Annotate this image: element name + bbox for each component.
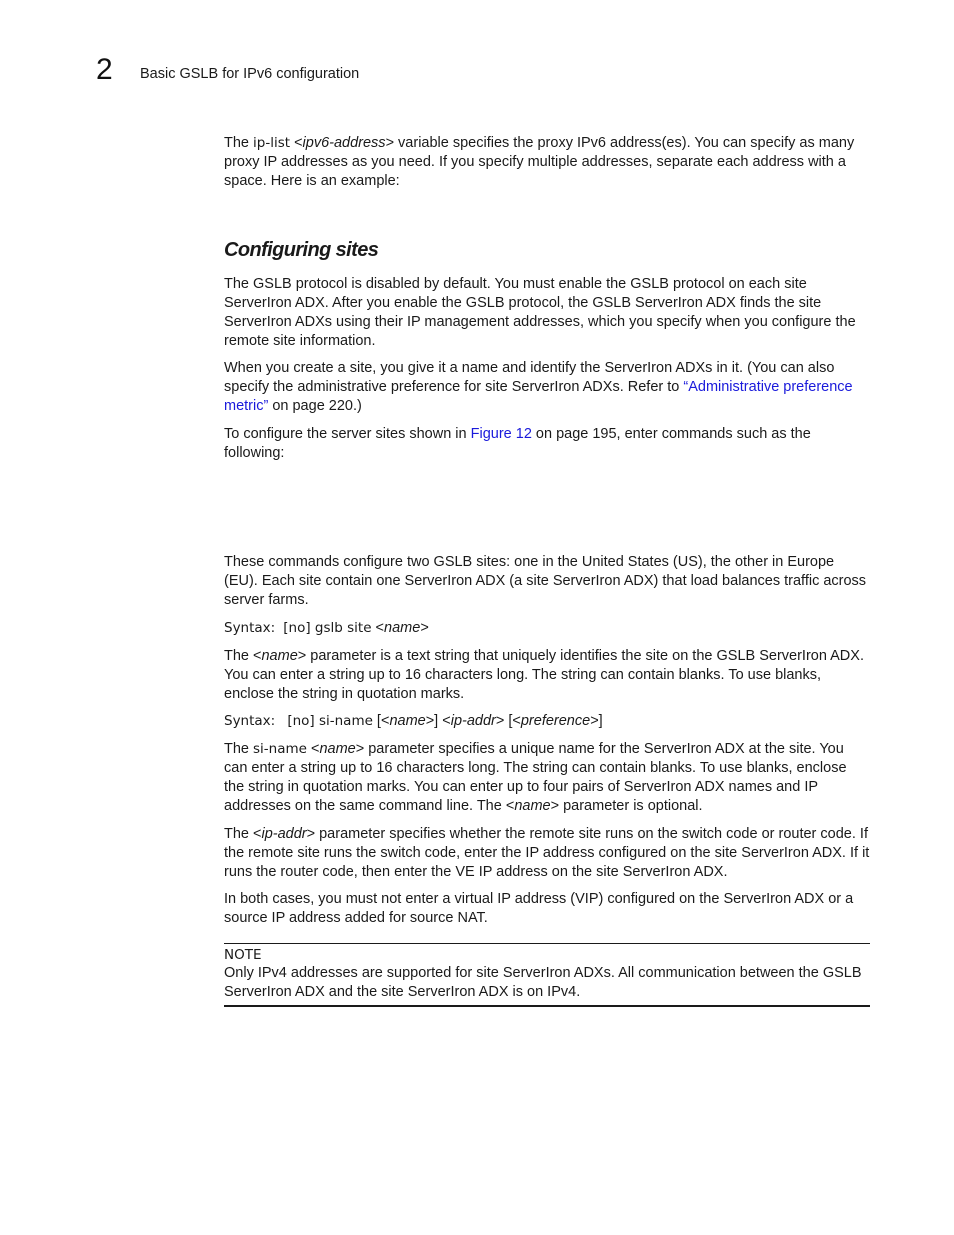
note-bottom-rule — [224, 1005, 870, 1007]
syntax-command: [no] gslb site — [283, 620, 372, 636]
si-name-keyword: si-name — [253, 741, 307, 757]
note-label: NOTE — [224, 947, 262, 963]
si-name-paragraph: The si-name <name> parameter specifies a unique name for the ServerIron ADX at the site. You can enter a string up to 16 characters long. The string can contain blanks. To use blanks, enclose the string in quotation marks. You can enter up to four pairs of ServerIron ADX names and IP addresses on the same command line. The <name> parameter is optional. — [224, 741, 847, 814]
create-site-paragraph: When you create a site, you give it a name and identify the ServerIron ADXs in it. (You can also specify the administrative preference for site ServerIron ADXs. Refer to “Administrative preference metric” on page 220.) — [224, 360, 853, 414]
figure-12-link[interactable]: Figure 12 — [470, 426, 532, 442]
note-text: Only IPv4 addresses are supported for site ServerIron ADXs. All communication between the GSLB ServerIron ADX and the site ServerIron ADX is on IPv4. — [224, 965, 862, 1000]
syntax-command: [no] si-name — [287, 713, 373, 729]
configure-sites-paragraph: To configure the server sites shown in Figure 12 on page 195, enter commands such as the following: — [224, 426, 811, 461]
ip-addr-paragraph: The <ip-addr> parameter specifies whether the remote site runs on the switch code or router code. If the remote site runs the switch code, enter the IP address configured on the site ServerIron ADX. If it runs the router code, then enter the VE IP address on the site ServerIron ADX. — [224, 826, 870, 880]
syntax-gslb-site: Syntax: [no] gslb site <name> — [224, 620, 429, 636]
chapter-number: 2 — [96, 53, 113, 86]
ip-list-keyword: ip-list — [253, 135, 291, 151]
running-header-title: Basic GSLB for IPv6 configuration — [140, 66, 360, 82]
ip-list-paragraph: The ip-list <ipv6-address> variable specifies the proxy IPv6 address(es). You can specify as many proxy IP addresses as you need. If you specify multiple addresses, separate each address with a space. Here is an example: — [224, 135, 855, 189]
syntax-si-name: Syntax: [no] si-name [<name>] <ip-addr> [<preference>] — [224, 713, 603, 729]
note-top-rule — [224, 943, 870, 944]
commands-description-paragraph: These commands configure two GSLB sites: one in the United States (US), the other in Europe (EU). Each site contain one ServerIron ADX (a site ServerIron ADX) that load balances traffic across server farms. — [224, 554, 867, 608]
administrative-preference-link[interactable]: “Administrative preference metric” — [224, 379, 853, 414]
name-parameter-paragraph: The <name> parameter is a text string that uniquely identifies the site on the GSLB ServerIron ADX. You can enter a string up to 16 characters long. The string can contain blanks. To use blanks, enclose the string in quotation marks. — [224, 648, 864, 702]
section-heading: Configuring sites — [224, 239, 379, 261]
vip-warning-paragraph: In both cases, you must not enter a virtual IP address (VIP) configured on the ServerIron ADX or a source IP address added for source NAT. — [224, 891, 854, 926]
gslb-protocol-paragraph: The GSLB protocol is disabled by default. You must enable the GSLB protocol on each site ServerIron ADX. After you enable the GSLB protocol, the GSLB ServerIron ADX finds the site ServerIron ADXs using their IP management addresses, which you specify when you configure the remote site information. — [224, 276, 856, 349]
